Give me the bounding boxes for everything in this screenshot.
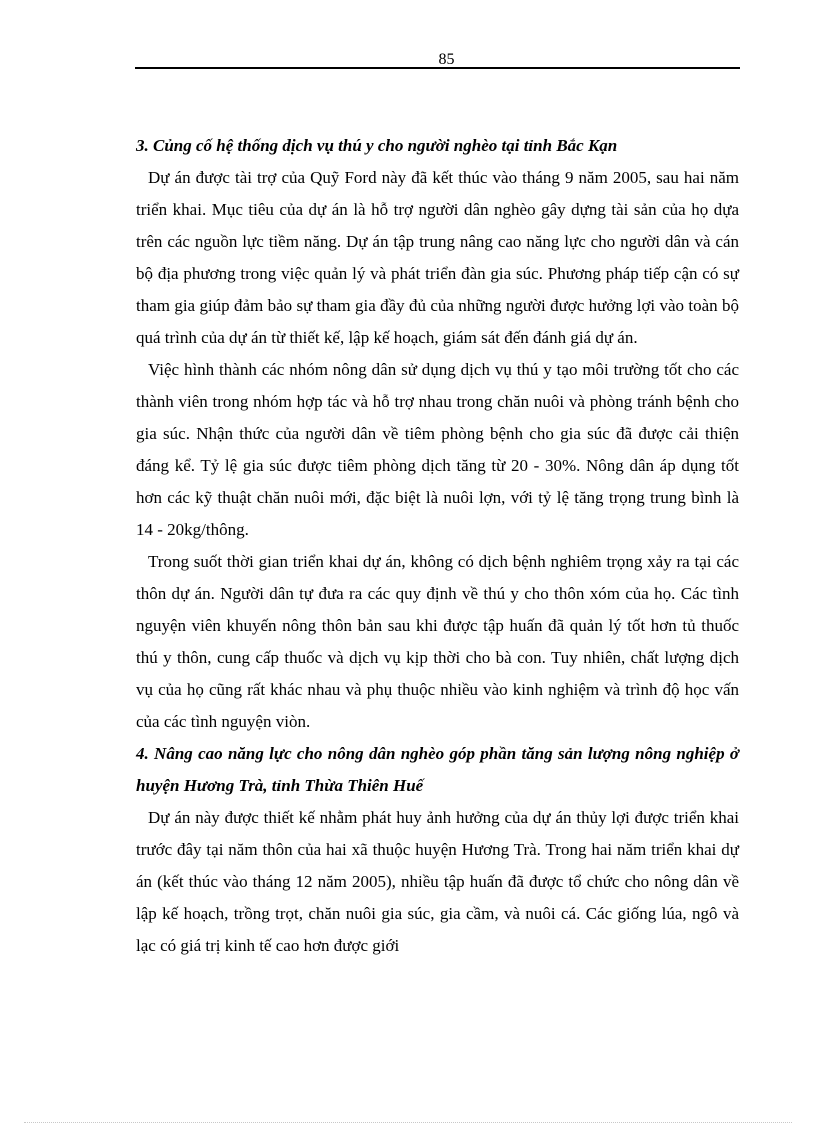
section-3-paragraph-2: Việc hình thành các nhóm nông dân sử dụng dịch vụ thú y tạo môi trường tốt cho các thành viên trong nhóm hợp tác và hỗ trợ nhau trong chăn nuôi và phòng tránh bệnh cho gia súc. Nhận thức của người dân về tiêm phòng bệnh cho gia súc đã được cải thiện đáng kể. Tỷ lệ gia súc được tiêm phòng dịch tăng từ 20 - 30%. Nông dân áp dụng tốt hơn các kỹ thuật chăn nuôi mới, đặc biệt là nuôi lợn, với tỷ lệ tăng trọng trung bình là 14 - 20kg/thông.: [136, 360, 739, 539]
section-4-paragraph-1: Dự án này được thiết kế nhằm phát huy ảnh hưởng của dự án thủy lợi được triển khai trước đây tại năm thôn của hai xã thuộc huyện Hương Trà. Trong hai năm triển khai dự án (kết thúc vào tháng 12 năm 2005), nhiều tập huấn đã được tổ chức cho nông dân về lập kế hoạch, trồng trọt, chăn nuôi gia súc, gia cầm, và nuôi cá. Các giống lúa, ngô và lạc có giá trị kinh tế cao hơn được giới: [136, 808, 739, 955]
page-number: 85: [438, 51, 455, 68]
header-rule: [135, 67, 740, 69]
section-3-paragraph-1: Dự án được tài trợ của Quỹ Ford này đã kết thúc vào tháng 9 năm 2005, sau hai năm triển khai. Mục tiêu của dự án là hỗ trợ người dân nghèo gây dựng tài sản của họ dựa trên các nguồn lực tiềm năng. Dự án tập trung nâng cao năng lực cho người dân và cán bộ địa phương trong việc quản lý và phát triển đàn gia súc. Phương pháp tiếp cận có sự tham gia giúp đảm bảo sự tham gia đầy đủ của những người được hưởng lợi vào toàn bộ quá trình của dự án từ thiết kế, lập kế hoạch, giám sát đến đánh giá dự án.: [136, 168, 739, 347]
section-4-heading: 4. Nâng cao năng lực cho nông dân nghèo góp phần tăng sản lượng nông nghiệp ở huyện Hương Trà, tỉnh Thừa Thiên Huế: [136, 744, 739, 795]
document-body: [136, 130, 739, 962]
section-3-paragraph-3: Trong suốt thời gian triển khai dự án, không có dịch bệnh nghiêm trọng xảy ra tại các thôn dự án. Người dân tự đưa ra các quy định về thú y cho thôn xóm của họ. Các tình nguyện viên khuyến nông thôn bản sau khi được tập huấn đã quản lý tốt hơn tủ thuốc thú y thôn, cung cấp thuốc và dịch vụ kịp thời cho bà con. Tuy nhiên, chất lượng dịch vụ của họ cũng rất khác nhau và phụ thuộc nhiều vào kinh nghiệm và trình độ học vấn của các tình nguyện viòn.: [136, 552, 739, 731]
section-3-heading: 3. Củng cố hệ thống dịch vụ thú y cho người nghèo tại tỉnh Bắc Kạn: [136, 136, 618, 155]
